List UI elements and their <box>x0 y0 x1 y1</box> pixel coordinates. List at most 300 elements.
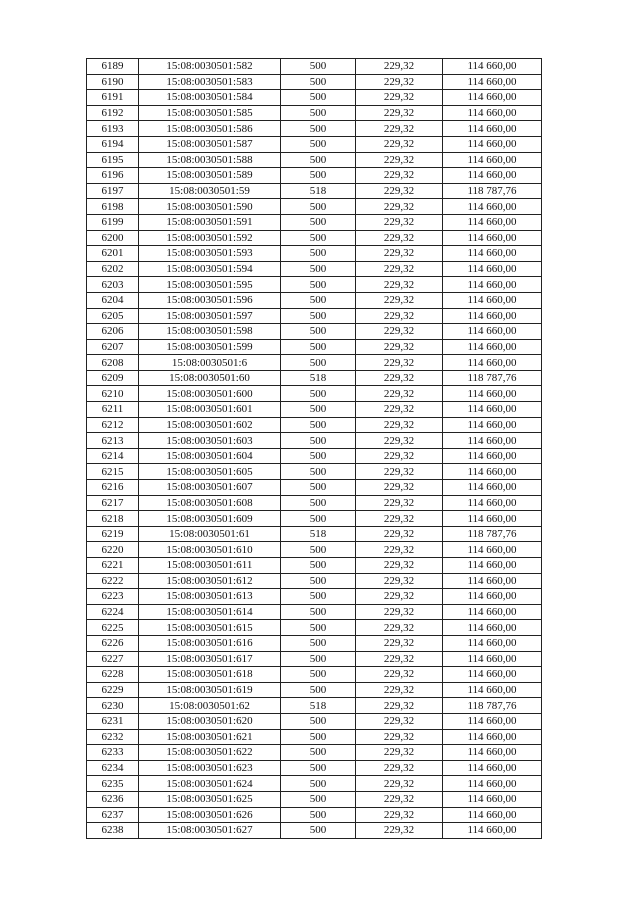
area-cell: 500 <box>281 308 356 324</box>
cadastral-number-cell: 15:08:0030501:607 <box>139 480 281 496</box>
rate-cell: 229,32 <box>356 542 443 558</box>
value-cell: 114 660,00 <box>443 90 542 106</box>
table-row <box>87 199 542 215</box>
rate-cell: 229,32 <box>356 807 443 823</box>
table-row <box>87 807 542 823</box>
value-cell: 118 787,76 <box>443 698 542 714</box>
area-cell: 500 <box>281 745 356 761</box>
area-cell: 500 <box>281 246 356 262</box>
value-cell: 114 660,00 <box>443 823 542 839</box>
row-number-cell: 6238 <box>87 823 139 839</box>
cadastral-number-cell: 15:08:0030501:620 <box>139 713 281 729</box>
table-row <box>87 682 542 698</box>
rate-cell: 229,32 <box>356 480 443 496</box>
area-cell: 500 <box>281 214 356 230</box>
area-cell: 500 <box>281 59 356 75</box>
value-cell: 114 660,00 <box>443 542 542 558</box>
value-cell: 114 660,00 <box>443 667 542 683</box>
rate-cell: 229,32 <box>356 511 443 527</box>
row-number-cell: 6223 <box>87 589 139 605</box>
rate-cell: 229,32 <box>356 558 443 574</box>
cadastral-number-cell: 15:08:0030501:594 <box>139 261 281 277</box>
row-number-cell: 6190 <box>87 74 139 90</box>
cadastral-number-cell: 15:08:0030501:603 <box>139 433 281 449</box>
table-row <box>87 214 542 230</box>
row-number-cell: 6219 <box>87 526 139 542</box>
cadastral-number-cell: 15:08:0030501:626 <box>139 807 281 823</box>
cadastral-number-cell: 15:08:0030501:614 <box>139 604 281 620</box>
rate-cell: 229,32 <box>356 230 443 246</box>
rate-cell: 229,32 <box>356 339 443 355</box>
cadastral-number-cell: 15:08:0030501:624 <box>139 776 281 792</box>
table-row <box>87 433 542 449</box>
area-cell: 500 <box>281 199 356 215</box>
table-row <box>87 667 542 683</box>
rate-cell: 229,32 <box>356 121 443 137</box>
area-cell: 500 <box>281 152 356 168</box>
cadastral-number-cell: 15:08:0030501:605 <box>139 464 281 480</box>
value-cell: 114 660,00 <box>443 713 542 729</box>
row-number-cell: 6206 <box>87 324 139 340</box>
area-cell: 500 <box>281 760 356 776</box>
table-row <box>87 760 542 776</box>
cadastral-number-cell: 15:08:0030501:621 <box>139 729 281 745</box>
area-cell: 500 <box>281 635 356 651</box>
row-number-cell: 6213 <box>87 433 139 449</box>
area-cell: 518 <box>281 183 356 199</box>
row-number-cell: 6214 <box>87 448 139 464</box>
table-row <box>87 402 542 418</box>
area-cell: 500 <box>281 495 356 511</box>
table-row <box>87 526 542 542</box>
cadastral-number-cell: 15:08:0030501:590 <box>139 199 281 215</box>
rate-cell: 229,32 <box>356 713 443 729</box>
rate-cell: 229,32 <box>356 604 443 620</box>
cadastral-number-cell: 15:08:0030501:613 <box>139 589 281 605</box>
value-cell: 114 660,00 <box>443 433 542 449</box>
cadastral-number-cell: 15:08:0030501:59 <box>139 183 281 199</box>
row-number-cell: 6229 <box>87 682 139 698</box>
rate-cell: 229,32 <box>356 620 443 636</box>
row-number-cell: 6233 <box>87 745 139 761</box>
cadastral-number-cell: 15:08:0030501:618 <box>139 667 281 683</box>
rate-cell: 229,32 <box>356 90 443 106</box>
row-number-cell: 6232 <box>87 729 139 745</box>
table-row <box>87 90 542 106</box>
rate-cell: 229,32 <box>356 199 443 215</box>
area-cell: 500 <box>281 480 356 496</box>
rate-cell: 229,32 <box>356 776 443 792</box>
table-row <box>87 386 542 402</box>
area-cell: 500 <box>281 230 356 246</box>
area-cell: 500 <box>281 558 356 574</box>
value-cell: 114 660,00 <box>443 760 542 776</box>
cadastral-number-cell: 15:08:0030501:593 <box>139 246 281 262</box>
value-cell: 114 660,00 <box>443 558 542 574</box>
area-cell: 500 <box>281 729 356 745</box>
table-row <box>87 105 542 121</box>
table-row <box>87 698 542 714</box>
area-cell: 500 <box>281 386 356 402</box>
rate-cell: 229,32 <box>356 136 443 152</box>
row-number-cell: 6222 <box>87 573 139 589</box>
rate-cell: 229,32 <box>356 386 443 402</box>
rate-cell: 229,32 <box>356 183 443 199</box>
area-cell: 500 <box>281 682 356 698</box>
row-number-cell: 6202 <box>87 261 139 277</box>
table-row <box>87 651 542 667</box>
area-cell: 518 <box>281 698 356 714</box>
table-row <box>87 277 542 293</box>
row-number-cell: 6230 <box>87 698 139 714</box>
cadastral-number-cell: 15:08:0030501:6 <box>139 355 281 371</box>
row-number-cell: 6218 <box>87 511 139 527</box>
cadastral-number-cell: 15:08:0030501:619 <box>139 682 281 698</box>
value-cell: 114 660,00 <box>443 807 542 823</box>
rate-cell: 229,32 <box>356 74 443 90</box>
rate-cell: 229,32 <box>356 448 443 464</box>
row-number-cell: 6225 <box>87 620 139 636</box>
cadastral-number-cell: 15:08:0030501:599 <box>139 339 281 355</box>
table-row <box>87 604 542 620</box>
cadastral-number-cell: 15:08:0030501:609 <box>139 511 281 527</box>
cadastral-number-cell: 15:08:0030501:601 <box>139 402 281 418</box>
rate-cell: 229,32 <box>356 651 443 667</box>
rate-cell: 229,32 <box>356 324 443 340</box>
cadastral-number-cell: 15:08:0030501:597 <box>139 308 281 324</box>
cadastral-number-cell: 15:08:0030501:584 <box>139 90 281 106</box>
row-number-cell: 6203 <box>87 277 139 293</box>
row-number-cell: 6220 <box>87 542 139 558</box>
cadastral-number-cell: 15:08:0030501:622 <box>139 745 281 761</box>
row-number-cell: 6197 <box>87 183 139 199</box>
rate-cell: 229,32 <box>356 682 443 698</box>
value-cell: 114 660,00 <box>443 308 542 324</box>
value-cell: 114 660,00 <box>443 791 542 807</box>
table-body <box>87 59 542 839</box>
area-cell: 500 <box>281 573 356 589</box>
rate-cell: 229,32 <box>356 791 443 807</box>
table-row <box>87 713 542 729</box>
value-cell: 114 660,00 <box>443 480 542 496</box>
table-row <box>87 121 542 137</box>
table-row <box>87 542 542 558</box>
row-number-cell: 6217 <box>87 495 139 511</box>
cadastral-number-cell: 15:08:0030501:623 <box>139 760 281 776</box>
row-number-cell: 6231 <box>87 713 139 729</box>
row-number-cell: 6221 <box>87 558 139 574</box>
table-row <box>87 339 542 355</box>
cadastral-number-cell: 15:08:0030501:616 <box>139 635 281 651</box>
area-cell: 500 <box>281 402 356 418</box>
cadastral-number-cell: 15:08:0030501:60 <box>139 370 281 386</box>
row-number-cell: 6205 <box>87 308 139 324</box>
row-number-cell: 6191 <box>87 90 139 106</box>
row-number-cell: 6204 <box>87 292 139 308</box>
row-number-cell: 6215 <box>87 464 139 480</box>
cadastral-number-cell: 15:08:0030501:585 <box>139 105 281 121</box>
area-cell: 500 <box>281 791 356 807</box>
value-cell: 114 660,00 <box>443 168 542 184</box>
row-number-cell: 6207 <box>87 339 139 355</box>
area-cell: 500 <box>281 511 356 527</box>
table-row <box>87 261 542 277</box>
rate-cell: 229,32 <box>356 292 443 308</box>
row-number-cell: 6228 <box>87 667 139 683</box>
table-row <box>87 292 542 308</box>
area-cell: 500 <box>281 261 356 277</box>
cadastral-number-cell: 15:08:0030501:615 <box>139 620 281 636</box>
rate-cell: 229,32 <box>356 370 443 386</box>
rate-cell: 229,32 <box>356 433 443 449</box>
area-cell: 500 <box>281 776 356 792</box>
cadastral-number-cell: 15:08:0030501:611 <box>139 558 281 574</box>
table-row <box>87 635 542 651</box>
area-cell: 500 <box>281 807 356 823</box>
value-cell: 114 660,00 <box>443 199 542 215</box>
area-cell: 500 <box>281 589 356 605</box>
table-row <box>87 448 542 464</box>
cadastral-number-cell: 15:08:0030501:583 <box>139 74 281 90</box>
table-row <box>87 59 542 75</box>
cadastral-number-cell: 15:08:0030501:586 <box>139 121 281 137</box>
value-cell: 114 660,00 <box>443 355 542 371</box>
cadastral-number-cell: 15:08:0030501:600 <box>139 386 281 402</box>
rate-cell: 229,32 <box>356 246 443 262</box>
rate-cell: 229,32 <box>356 760 443 776</box>
table-row <box>87 589 542 605</box>
cadastral-number-cell: 15:08:0030501:625 <box>139 791 281 807</box>
value-cell: 114 660,00 <box>443 620 542 636</box>
value-cell: 118 787,76 <box>443 183 542 199</box>
value-cell: 114 660,00 <box>443 277 542 293</box>
value-cell: 114 660,00 <box>443 261 542 277</box>
value-cell: 114 660,00 <box>443 230 542 246</box>
value-cell: 114 660,00 <box>443 136 542 152</box>
area-cell: 518 <box>281 370 356 386</box>
table-row <box>87 246 542 262</box>
area-cell: 500 <box>281 542 356 558</box>
cadastral-number-cell: 15:08:0030501:602 <box>139 417 281 433</box>
row-number-cell: 6209 <box>87 370 139 386</box>
table-row <box>87 573 542 589</box>
value-cell: 114 660,00 <box>443 214 542 230</box>
area-cell: 500 <box>281 620 356 636</box>
rate-cell: 229,32 <box>356 308 443 324</box>
table-row <box>87 745 542 761</box>
rate-cell: 229,32 <box>356 495 443 511</box>
area-cell: 500 <box>281 136 356 152</box>
area-cell: 500 <box>281 417 356 433</box>
value-cell: 114 660,00 <box>443 651 542 667</box>
row-number-cell: 6200 <box>87 230 139 246</box>
cadastral-number-cell: 15:08:0030501:591 <box>139 214 281 230</box>
row-number-cell: 6210 <box>87 386 139 402</box>
cadastral-number-cell: 15:08:0030501:596 <box>139 292 281 308</box>
row-number-cell: 6224 <box>87 604 139 620</box>
value-cell: 114 660,00 <box>443 386 542 402</box>
value-cell: 114 660,00 <box>443 604 542 620</box>
cadastral-number-cell: 15:08:0030501:589 <box>139 168 281 184</box>
area-cell: 500 <box>281 90 356 106</box>
row-number-cell: 6199 <box>87 214 139 230</box>
rate-cell: 229,32 <box>356 823 443 839</box>
value-cell: 114 660,00 <box>443 729 542 745</box>
rate-cell: 229,32 <box>356 635 443 651</box>
value-cell: 114 660,00 <box>443 448 542 464</box>
table-row <box>87 324 542 340</box>
row-number-cell: 6195 <box>87 152 139 168</box>
row-number-cell: 6212 <box>87 417 139 433</box>
value-cell: 114 660,00 <box>443 74 542 90</box>
value-cell: 114 660,00 <box>443 589 542 605</box>
rate-cell: 229,32 <box>356 526 443 542</box>
table-row <box>87 355 542 371</box>
value-cell: 114 660,00 <box>443 776 542 792</box>
row-number-cell: 6216 <box>87 480 139 496</box>
cadastral-number-cell: 15:08:0030501:587 <box>139 136 281 152</box>
row-number-cell: 6201 <box>87 246 139 262</box>
row-number-cell: 6236 <box>87 791 139 807</box>
area-cell: 500 <box>281 464 356 480</box>
area-cell: 500 <box>281 667 356 683</box>
value-cell: 118 787,76 <box>443 526 542 542</box>
value-cell: 114 660,00 <box>443 339 542 355</box>
row-number-cell: 6235 <box>87 776 139 792</box>
value-cell: 114 660,00 <box>443 745 542 761</box>
table-row <box>87 152 542 168</box>
rate-cell: 229,32 <box>356 277 443 293</box>
area-cell: 500 <box>281 339 356 355</box>
table-row <box>87 230 542 246</box>
row-number-cell: 6227 <box>87 651 139 667</box>
area-cell: 500 <box>281 292 356 308</box>
cadastral-number-cell: 15:08:0030501:612 <box>139 573 281 589</box>
value-cell: 114 660,00 <box>443 417 542 433</box>
row-number-cell: 6196 <box>87 168 139 184</box>
rate-cell: 229,32 <box>356 464 443 480</box>
area-cell: 500 <box>281 823 356 839</box>
value-cell: 118 787,76 <box>443 370 542 386</box>
rate-cell: 229,32 <box>356 698 443 714</box>
cadastral-number-cell: 15:08:0030501:617 <box>139 651 281 667</box>
cadastral-number-cell: 15:08:0030501:588 <box>139 152 281 168</box>
rate-cell: 229,32 <box>356 168 443 184</box>
cadastral-number-cell: 15:08:0030501:610 <box>139 542 281 558</box>
table-row <box>87 791 542 807</box>
table-row <box>87 183 542 199</box>
area-cell: 500 <box>281 74 356 90</box>
table-row <box>87 74 542 90</box>
rate-cell: 229,32 <box>356 152 443 168</box>
land-parcel-table <box>86 58 542 839</box>
table-row <box>87 495 542 511</box>
table-row <box>87 729 542 745</box>
table-row <box>87 620 542 636</box>
row-number-cell: 6211 <box>87 402 139 418</box>
value-cell: 114 660,00 <box>443 121 542 137</box>
table-row <box>87 308 542 324</box>
table-row <box>87 480 542 496</box>
value-cell: 114 660,00 <box>443 324 542 340</box>
rate-cell: 229,32 <box>356 59 443 75</box>
value-cell: 114 660,00 <box>443 511 542 527</box>
value-cell: 114 660,00 <box>443 573 542 589</box>
value-cell: 114 660,00 <box>443 682 542 698</box>
value-cell: 114 660,00 <box>443 105 542 121</box>
row-number-cell: 6198 <box>87 199 139 215</box>
rate-cell: 229,32 <box>356 573 443 589</box>
area-cell: 500 <box>281 713 356 729</box>
rate-cell: 229,32 <box>356 214 443 230</box>
area-cell: 500 <box>281 651 356 667</box>
area-cell: 500 <box>281 121 356 137</box>
cadastral-number-cell: 15:08:0030501:595 <box>139 277 281 293</box>
value-cell: 114 660,00 <box>443 635 542 651</box>
area-cell: 500 <box>281 277 356 293</box>
rate-cell: 229,32 <box>356 261 443 277</box>
area-cell: 500 <box>281 105 356 121</box>
row-number-cell: 6193 <box>87 121 139 137</box>
area-cell: 500 <box>281 168 356 184</box>
value-cell: 114 660,00 <box>443 59 542 75</box>
table-row <box>87 417 542 433</box>
rate-cell: 229,32 <box>356 417 443 433</box>
table-row <box>87 558 542 574</box>
cadastral-number-cell: 15:08:0030501:592 <box>139 230 281 246</box>
row-number-cell: 6189 <box>87 59 139 75</box>
area-cell: 500 <box>281 433 356 449</box>
area-cell: 500 <box>281 448 356 464</box>
area-cell: 500 <box>281 324 356 340</box>
table-row <box>87 511 542 527</box>
table-row <box>87 823 542 839</box>
cadastral-number-cell: 15:08:0030501:598 <box>139 324 281 340</box>
rate-cell: 229,32 <box>356 402 443 418</box>
row-number-cell: 6192 <box>87 105 139 121</box>
area-cell: 500 <box>281 355 356 371</box>
cadastral-number-cell: 15:08:0030501:604 <box>139 448 281 464</box>
value-cell: 114 660,00 <box>443 246 542 262</box>
rate-cell: 229,32 <box>356 745 443 761</box>
value-cell: 114 660,00 <box>443 152 542 168</box>
row-number-cell: 6237 <box>87 807 139 823</box>
row-number-cell: 6226 <box>87 635 139 651</box>
rate-cell: 229,32 <box>356 589 443 605</box>
area-cell: 518 <box>281 526 356 542</box>
table-row <box>87 370 542 386</box>
value-cell: 114 660,00 <box>443 464 542 480</box>
rate-cell: 229,32 <box>356 355 443 371</box>
row-number-cell: 6234 <box>87 760 139 776</box>
rate-cell: 229,32 <box>356 105 443 121</box>
table-row <box>87 136 542 152</box>
cadastral-number-cell: 15:08:0030501:627 <box>139 823 281 839</box>
value-cell: 114 660,00 <box>443 402 542 418</box>
table-row <box>87 776 542 792</box>
value-cell: 114 660,00 <box>443 292 542 308</box>
rate-cell: 229,32 <box>356 729 443 745</box>
area-cell: 500 <box>281 604 356 620</box>
table-row <box>87 464 542 480</box>
table-row <box>87 168 542 184</box>
cadastral-number-cell: 15:08:0030501:608 <box>139 495 281 511</box>
rate-cell: 229,32 <box>356 667 443 683</box>
row-number-cell: 6194 <box>87 136 139 152</box>
row-number-cell: 6208 <box>87 355 139 371</box>
value-cell: 114 660,00 <box>443 495 542 511</box>
cadastral-number-cell: 15:08:0030501:582 <box>139 59 281 75</box>
